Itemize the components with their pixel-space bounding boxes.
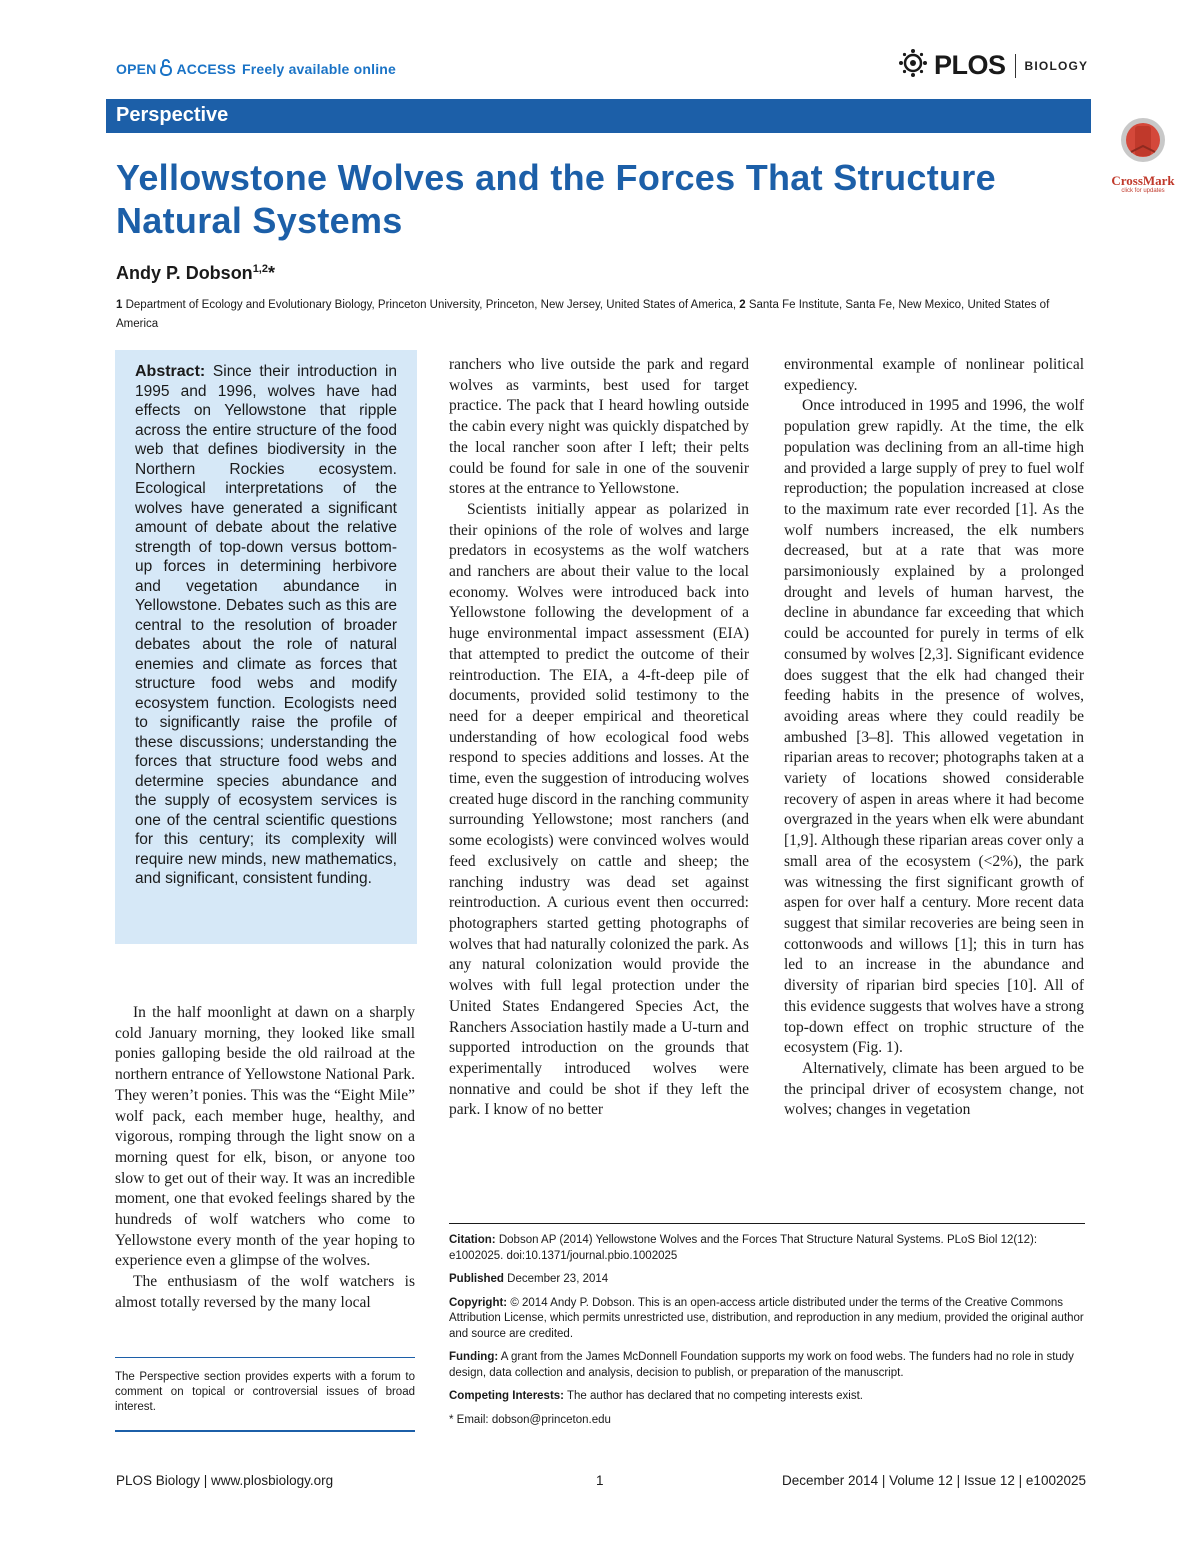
plos-logo[interactable] [898, 48, 1088, 83]
abstract-text: Since their introduction in 1995 and 1996, wolves have had effects on Yellowstone that ripple across the entire structure of the food web that defines biodiversity in the Northern Rockies ecosystem. Ecological interpretations of the wolves have generated a significant amount of debate about the relative strength of top-down versus bottom-up forces in determining herbivore and vegetation abundance in Yellowstone. Debates such as this are central to the resolution of broader debates about the role of natural enemies and climate as forces that structure food webs and modify ecosystem function. Ecologists need to significantly raise the profile of these discussions; understanding the forces that structure food webs and determine species abundance and the supply of ecosystem services is one of the central scientific questions for this century; its complexity will require new minds, new mathematics, and significant, consistent funding. [135, 363, 398, 887]
competing-label: Competing Interests: [449, 1390, 565, 1402]
open-access-badge [116, 58, 396, 79]
abstract-box [115, 350, 417, 944]
competing-text: The author has declared that no competing interests exist. [567, 1390, 863, 1402]
author-corresponding-mark: * [267, 263, 275, 283]
citation [449, 1233, 1085, 1264]
published-label: Published [449, 1273, 504, 1285]
affiliation-1-number: 1 [116, 299, 123, 311]
body-column-3 [784, 355, 1084, 1121]
open-lock-icon [160, 58, 172, 79]
crossmark-sub: click for updates [1121, 188, 1165, 194]
affiliation-1-text: Department of Ecology and Evolutionary Biology, Princeton University, Princeton, New Jersey, United States of America, [125, 299, 737, 311]
section-label: Perspective [116, 104, 229, 126]
body-column-1 [115, 1003, 415, 1314]
section-bar [106, 99, 1091, 133]
funding-label: Funding: [449, 1351, 499, 1363]
body-paragraph: ranchers who live outside the park and regard wolves as varmints, best used for target practice. The pack that I heard howling outside the cabin every night was quickly dispatched by the local rancher soon after I left; their pelts could be found for sale in one of the souvenir stores at the entrance to Yellowstone. [449, 356, 749, 498]
affiliations [116, 296, 1086, 334]
funding [449, 1350, 1085, 1381]
body-paragraph: Once introduced in 1995 and 1996, the wolf population grew rapidly. At the time, the elk population was declining from an all-time high and provided a large supply of prey to fuel wolf reproduction; the population increased at close to the maximum rate ever recorded [1]. As the wolf numbers increased, the elk numbers decreased, but at a rate that was more parsimoniously explained by a prolonged drought and levels of human harvest, the decline in abundance far exceeding that which could be accounted for purely in terms of elk consumed by wolves [2,3]. Significant evidence does suggest that the elk had changed their feeding habits in the presence of wolves, avoiding areas where they could readily be ambushed [3–8]. This allowed vegetation in riparian areas to recover; photographs taken at a variety of locations showed considerable recovery of aspen in areas where it had become overgrazed in the years when elk were abundant [1,9]. Although these riparian areas cover only a small area of the ecosystem (<2%), the park was witnessing the first significant growth of aspen for over half a century. More recent data suggest that similar recoveries are being seen in cottonwoods and willows [1]; this in turn has led to an increase in the abundance and diversity of riparian bird species [10]. All of this evidence suggests that wolves have a strong top-down effect on trophic structure of the ecosystem (Fig. 1). [784, 397, 1084, 1057]
affiliation-2-text: Santa Fe Institute, Santa Fe, New Mexico, United States of America [116, 299, 1050, 330]
author-line [116, 263, 275, 284]
freely-available-label: Freely available online [242, 60, 397, 77]
author-email[interactable]: * Email: dobson@princeton.edu [449, 1413, 611, 1426]
access-label: ACCESS [176, 60, 237, 77]
funding-text: A grant from the James McDonnell Foundation supports my work on food webs. The funders had no role in study design, data collection and analysis, decision to publish, or preparation of the manuscript. [449, 1351, 1074, 1379]
crossmark-badge[interactable] [1102, 116, 1184, 194]
body-paragraph: Alternatively, climate has been argued to be the principal driver of ecosystem change, not wolves; changes in vegetation [784, 1059, 1084, 1119]
plos-wordmark: PLOS [934, 50, 1006, 80]
published [449, 1272, 1085, 1288]
footnote-divider [115, 1430, 415, 1432]
perspective-footnote: The Perspective section provides experts with a forum to comment on topical or controversial issues of broad interest. [115, 1371, 415, 1413]
journal-name: BIOLOGY [1024, 58, 1089, 73]
metadata-divider [449, 1223, 1085, 1224]
published-date: December 23, 2014 [507, 1273, 609, 1285]
footer-issue-info: December 2014 | Volume 12 | Issue 12 | e1002025 [782, 1473, 1086, 1488]
body-paragraph: environmental example of nonlinear political expediency. [784, 356, 1084, 394]
crossmark-icon [1119, 153, 1167, 170]
affiliation-2-number: 2 [739, 299, 746, 311]
footer-journal-url[interactable]: PLOS Biology | www.plosbiology.org [116, 1473, 334, 1488]
author-name: Andy P. Dobson [116, 263, 253, 283]
copyright-text: © 2014 Andy P. Dobson. This is an open-access article distributed under the terms of the Creative Commons Attribution License, which permits unrestricted use, distribution, and reproduction in any medium, provided the original author and source are credited. [449, 1296, 1084, 1340]
citation-text: Dobson AP (2014) Yellowstone Wolves and the Forces That Structure Natural Systems. PLoS Biol 12(12): e1002025. doi:10.1371/journal.pbio.1002025 [449, 1234, 1038, 1262]
plos-sun-icon [898, 48, 928, 83]
crossmark-name: CrossMark [1111, 173, 1175, 188]
open-label: OPEN [116, 60, 157, 77]
page-number: 1 [596, 1473, 604, 1488]
footnote-divider [115, 1357, 415, 1358]
copyright [449, 1296, 1085, 1343]
body-paragraph: Scientists initially appear as polarized in their opinions of the role of wolves and large predators in ecosystems as the wolf watchers and ranchers are about their value to the local economy. Wolves were introduced back into Yellowstone following the development of a huge environmental impact assessment (EIA) that attempted to predict the outcome of their reintroduction. The EIA, a 4-ft-deep pile of documents, provided solid testimony to the need for a deeper empirical and theoretical understanding of how ecological food webs respond to species additions and losses. At the time, even the suggestion of introducing wolves created huge discord in the ranching community surrounding Yellowstone; most ranchers (and some ecologists) were convinced wolves would feed exclusively on cattle and sheep; the ranching industry was dead set against reintroduction. A curious event then occurred: photographers started getting photographs of wolves that had naturally colonized the park. As any natural colonization would provide the wolves with full legal protection under the United States Endangered Species Act, the Ranchers Association hastily made a U-turn and supported introduction on the grounds that experimentally introduced wolves were nonnative and could be shot if they left the park. I know of no better [449, 500, 749, 1119]
logo-divider [1015, 54, 1016, 78]
body-column-2 [449, 355, 749, 1121]
article-title: Yellowstone Wolves and the Forces That Structure Natural Systems [116, 157, 996, 241]
abstract-paragraph [135, 362, 397, 889]
body-paragraph: In the half moonlight at dawn on a sharply cold January morning, they looked like small ponies galloping beside the old railroad at the northern entrance of Yellowstone National Park. They weren’t ponies. This was the “Eight Mile” wolf pack, each member huge, healthy, and vigorous, romping through the light snow on a morning quest for elk, bison, or anyone too slow to get out of their way. It was an incredible moment, one that evoked feelings shared by the hundreds of wolf watchers who come to Yellowstone every month of the year hoping to experience even a glimpse of the wolves. [115, 1004, 415, 1270]
author-affiliation-marks: 1,2 [252, 263, 268, 275]
abstract-label: Abstract: [135, 363, 206, 380]
citation-label: Citation: [449, 1234, 496, 1246]
copyright-label: Copyright: [449, 1296, 508, 1309]
competing-interests [449, 1389, 1085, 1405]
article-metadata [449, 1233, 1085, 1436]
body-paragraph: The enthusiasm of the wolf watchers is almost totally reversed by the many local [115, 1273, 415, 1311]
